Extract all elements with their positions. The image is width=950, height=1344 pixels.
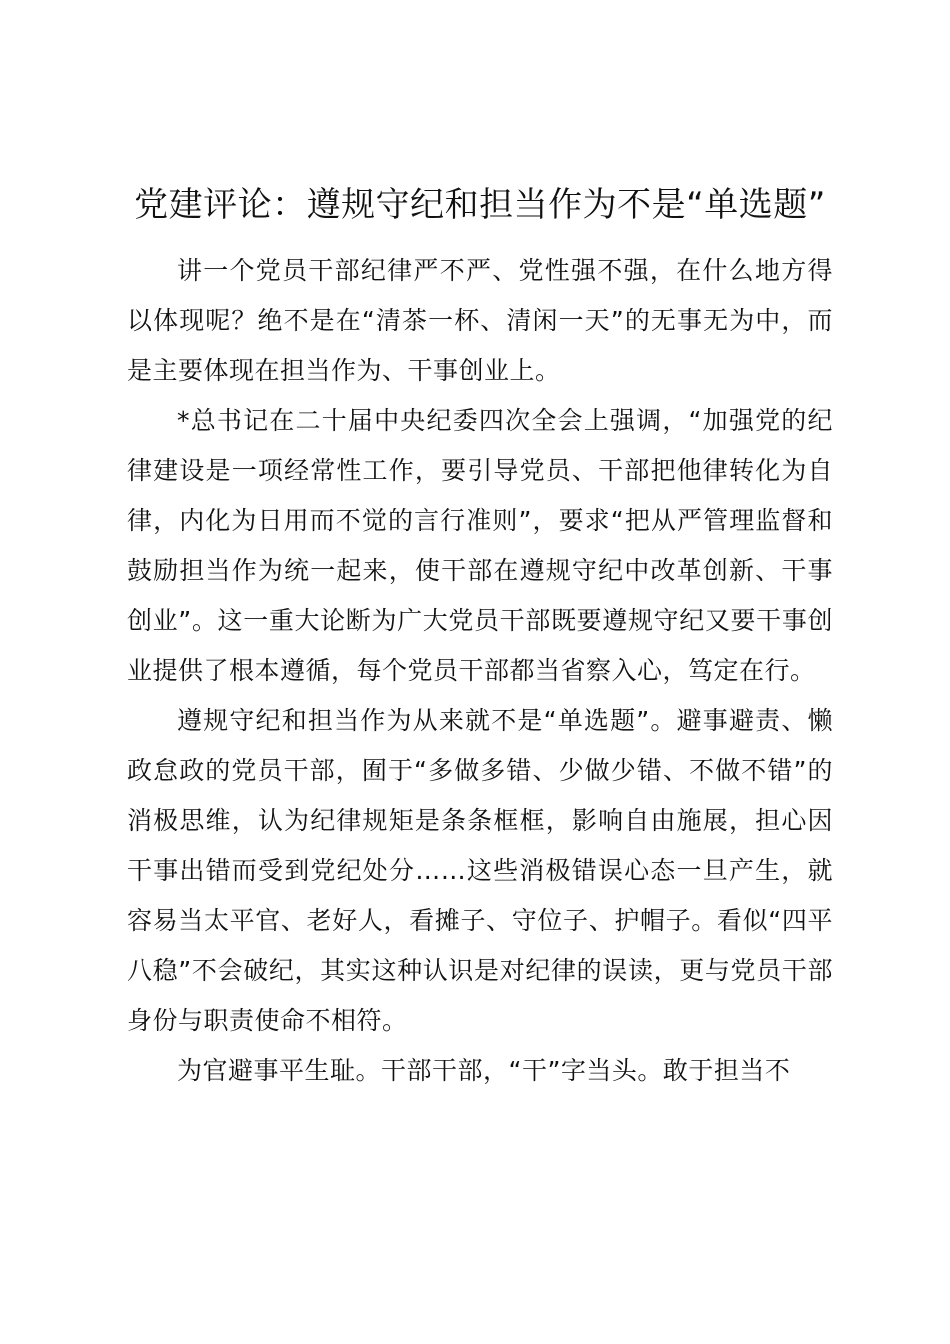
- paragraph-3: 遵规守纪和担当作为从来就不是“单选题”。避事避责、懒政怠政的党员干部，囿于“多做多错、少做少错、不做不错”的消极思维，认为纪律规矩是条条框框，影响自由施展，担心因干事出错而受到党纪处分……这些消极错误心态一旦产生，就容易当太平官、老好人，看摊子、守位子、护帽子。看似“四平八稳”不会破纪，其实这种认识是对纪律的误读，更与党员干部身份与职责使命不相符。: [127, 706, 833, 1035]
- document-body: [127, 178, 833, 1096]
- paragraph-4: 为官避事平生耻。干部干部，“干”字当头。敢于担当不: [177, 1056, 791, 1085]
- paragraph-2: *总书记在二十届中央纪委四次全会上强调，“加强党的纪律建设是一项经常性工作，要引导党员、干部把他律转化为自律，内化为日用而不觉的言行准则”，要求“把从严管理监督和鼓励担当作为统一起来，使干部在遵规守纪中改革创新、干事创业”。这一重大论断为广大党员干部既要遵规守纪又要干事创业提供了根本遵循，每个党员干部都当省察入心，笃定在行。: [127, 406, 833, 685]
- paragraph-1: 讲一个党员干部纪律严不严、党性强不强，在什么地方得以体现呢？绝不是在“清茶一杯、清闲一天”的无事无为中，而是主要体现在担当作为、干事创业上。: [127, 256, 833, 385]
- document-title: 党建评论：遵规守纪和担当作为不是“单选题”: [134, 185, 826, 225]
